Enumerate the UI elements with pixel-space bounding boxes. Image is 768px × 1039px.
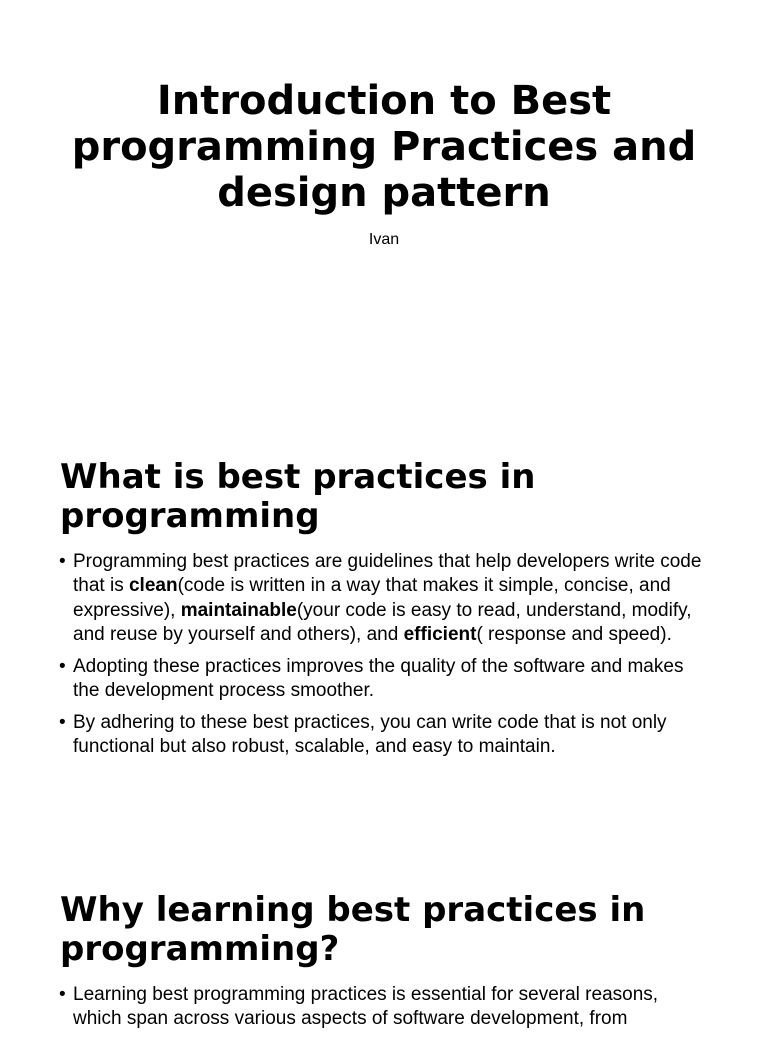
- author-name: Ivan: [368, 231, 400, 248]
- bullet-item: [59, 983, 709, 1032]
- bullet-text: (your code is easy to read, understand, modify, and reuse by yourself and others), and: [73, 599, 692, 645]
- bullet-text: Learning best programming practices is essential for several reasons, which span across various aspects of software development, from: [73, 984, 659, 1030]
- bullet-text: ( response and speed).: [476, 623, 672, 645]
- bullet-text: By adhering to these best practices, you can write code that is not only functional but also robust, scalable, and easy to maintain.: [73, 711, 667, 758]
- bullet-keyword-maintainable: maintainable: [180, 599, 297, 621]
- bullet-item: [59, 655, 709, 704]
- bullet-text: Adopting these practices improves the quality of the software and makes the development process smoother.: [73, 655, 684, 701]
- bullet-dot: •: [59, 711, 66, 733]
- bullet-dot: •: [59, 984, 66, 1005]
- bullet-text: (code is written in a way that makes it simple, concise, and expressive),: [73, 575, 671, 621]
- slide-heading: What is best practices in programming: [60, 457, 536, 536]
- bullet-dot: •: [59, 655, 66, 677]
- bullet-text: Programming best practices are guidelines that help developers write code that is: [73, 551, 702, 597]
- slide-heading: Why learning best practices in programming?: [60, 890, 646, 969]
- slide-best-practices-definition: [0, 432, 768, 864]
- slide-why-learn-best-practices: [0, 864, 768, 1030]
- bullet-list: [59, 983, 709, 1039]
- bullet-keyword-efficient: efficient: [403, 623, 477, 645]
- bullet-item: [59, 550, 709, 647]
- bullet-list: [59, 550, 709, 767]
- bullet-item: [59, 711, 709, 760]
- title-slide: [0, 0, 768, 432]
- bullet-keyword-clean: clean: [128, 575, 178, 597]
- bullet-dot: •: [59, 551, 66, 572]
- presentation-title: Introduction to Best programming Practices and design pattern: [71, 78, 697, 216]
